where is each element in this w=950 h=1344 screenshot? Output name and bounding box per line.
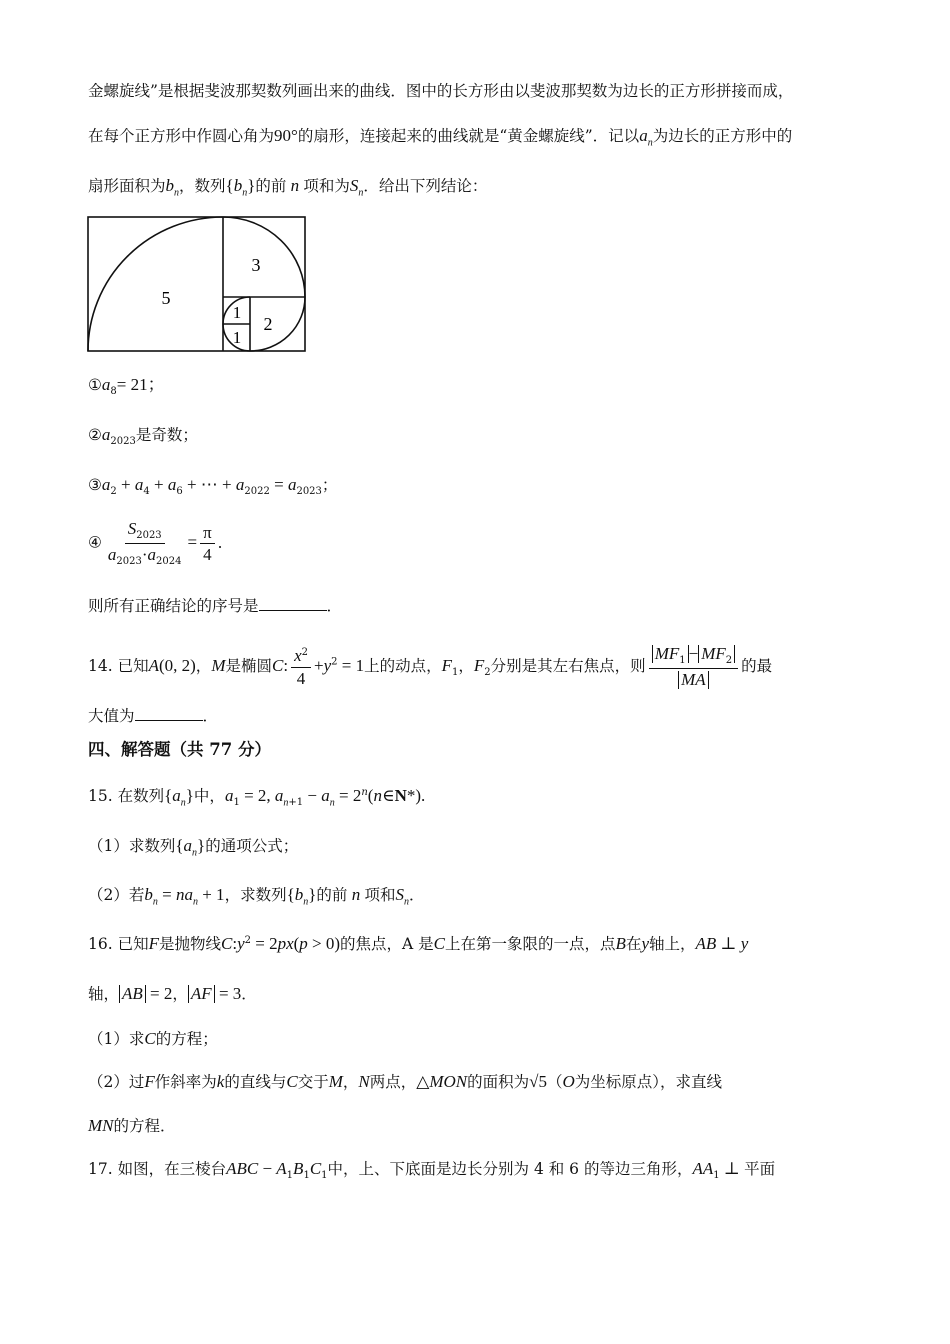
q15-part-2: （2）若$b_n = na_n + 1$，求数列$\{b_n\}$的前 n 项和$S_n$． <box>88 885 425 908</box>
square-label-3: 3 <box>251 255 261 275</box>
q14-line-2: 大值为 ． <box>88 707 219 725</box>
square-label-2: 2 <box>263 314 273 334</box>
q15-stem: 15. 在数列$\{a_n\}$中，$a_1 = 2$, $a_{n+1} - a_n$ = $2^n(n\in N*)$. <box>88 786 426 809</box>
q16-stem-line-2: 轴， AB = 2， AF = 3． <box>88 984 257 1003</box>
conclusion-4: ④ $\frac{S_{2023}}{a_{2023}\cdot a_{2024}}$ = $\frac{\pi}{4}$ ． <box>88 519 234 568</box>
intro-line-2: 在每个正方形中作圆心角为90°的扇形，连接起来的曲线就是“黄金螺旋线”．记以$a_n$为边长的正方形中的 <box>88 126 793 149</box>
answer-blank[interactable] <box>259 596 327 611</box>
conclusion-3: $③a_2 + a_4 + a_6$ + ⋯ + $a_{2022} = a_{2023}$； <box>88 475 338 498</box>
square-label-5: 5 <box>161 288 171 308</box>
q16-part-2-cont: MN的方程． <box>88 1116 176 1135</box>
q15-part-1: （1）求数列$\{a_n\}$的通项公式； <box>88 836 299 859</box>
q16-part-2: （2）过F作斜率为k的直线与C交于M，N两点，△MON的面积为√5（O为坐标原点），求直线 <box>88 1072 723 1091</box>
q13-answer-line: 则所有正确结论的序号是 ． <box>88 597 343 615</box>
section-heading: 四、解答题（共 77 分） <box>88 740 271 759</box>
square-label-1a: 1 <box>232 303 242 322</box>
q16-stem-line-1: 16. 已知F是抛物线$C:y^2 = 2px(p > 0)$的焦点，A 是C上在第一象限的一点，点B在y轴上，AB ⊥ y <box>88 934 749 953</box>
intro-line-3: 扇形面积为$b_n$，数列$\{b_n\}$的前 n 项和为$S_n$．给出下列结论： <box>88 176 488 199</box>
conclusion-1: $①a_8= 21$； <box>88 375 165 398</box>
conclusion-2: $②a_{2023}$是奇数； <box>88 425 198 448</box>
fibonacci-spiral-figure <box>86 215 308 355</box>
q16-part-1: （1）求C的方程； <box>88 1029 218 1048</box>
answer-blank[interactable] <box>135 706 203 721</box>
q17-stem: 17. 如图，在三棱台ABC − $A_1B_1C_1$中，上、下底面是边长分别为 4 和 6 的等边三角形，$AA_1$ ⊥ 平面 <box>88 1159 776 1182</box>
q14-line-1: 14. 已知A(0, 2)，M是椭圆C: $\frac{x^2}{4}$ $+y^2 = 1$上的动点，$F_1$，$F_2$分别是其左右焦点，则 $\frac{MF_1 - MF_2}{MA}$ 的最 <box>88 644 773 690</box>
intro-line-1: 金螺旋线”是根据斐波那契数列画出来的曲线．图中的长方形由以斐波那契数为边长的正方形拼接而成， <box>88 82 794 100</box>
square-label-1b: 1 <box>232 328 242 347</box>
